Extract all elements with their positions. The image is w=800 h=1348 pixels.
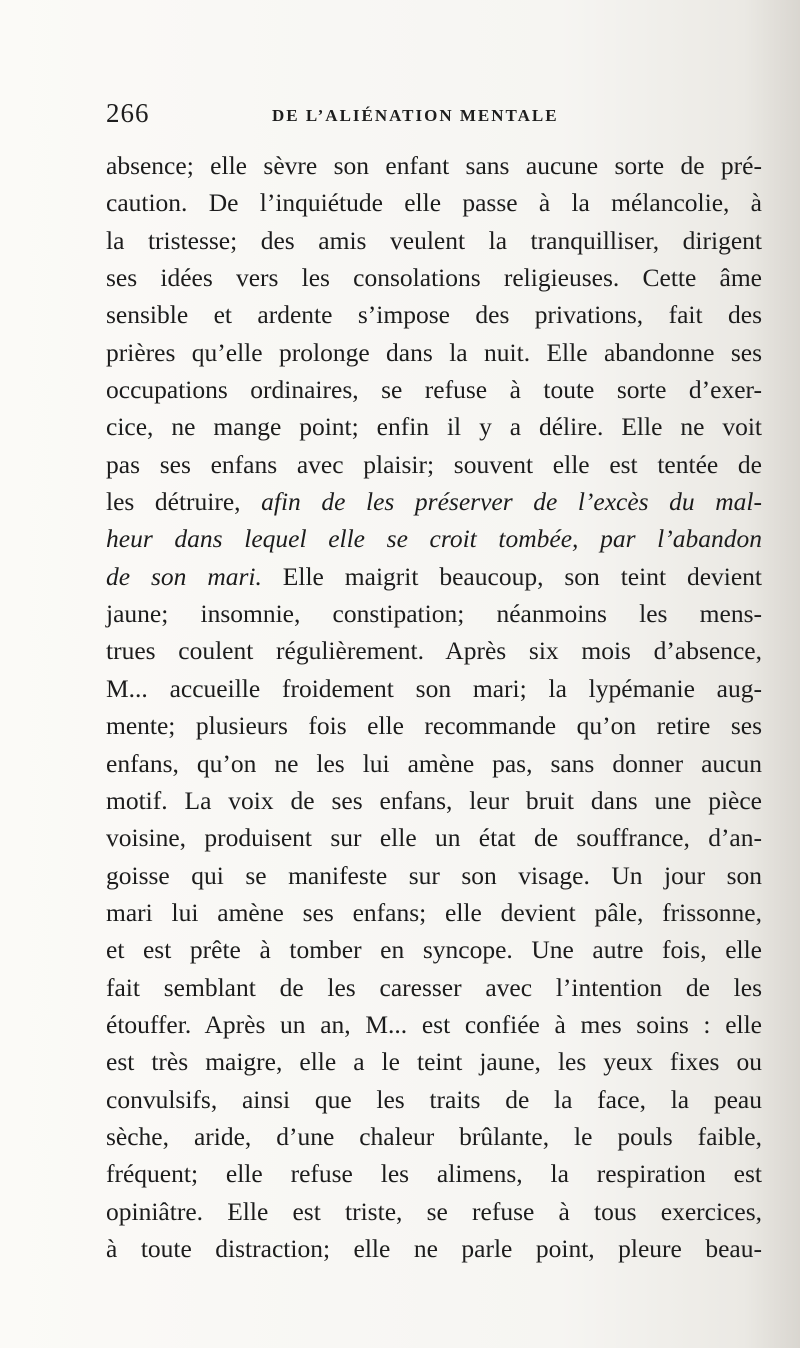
text-line (106, 782, 762, 819)
text-line (106, 408, 762, 445)
text-line (106, 371, 762, 408)
text-line (106, 147, 762, 184)
text-segment: mari lui amène ses enfans; elle devient pâle, frissonne, (106, 897, 762, 927)
text-segment: occupations ordinaires, se refuse à toute sorte d’exer- (106, 375, 762, 405)
text-segment: la tristesse; des amis veulent la tranquilliser, dirigent (106, 225, 762, 255)
text-line (106, 670, 762, 707)
text-line (106, 296, 762, 333)
text-segment: ses idées vers les consolations religieuses. Cette âme (106, 263, 762, 293)
italic-text-segment: afin de les préserver de l’excès du mal- (261, 487, 762, 517)
text-line (106, 745, 762, 782)
text-line (106, 857, 762, 894)
text-segment: opiniâtre. Elle est triste, se refuse à tous exercices, (106, 1196, 762, 1226)
text-line (106, 222, 762, 259)
text-segment: caution. De l’inquiétude elle passe à la mélancolie, à (106, 188, 762, 218)
text-line (106, 632, 762, 669)
text-segment: motif. La voix de ses enfans, leur bruit dans une pièce (106, 785, 762, 815)
running-head: DE L’ALIÉNATION MENTALE (272, 106, 559, 125)
text-line (106, 1230, 762, 1267)
text-segment: jaune; insomnie, constipation; néanmoins les mens- (106, 599, 762, 629)
text-line (106, 446, 762, 483)
text-segment: étouffer. Après un an, M... est confiée à mes soins : elle (106, 1009, 762, 1039)
text-line (106, 969, 762, 1006)
body-text (106, 147, 762, 1267)
text-segment: mente; plusieurs fois elle recommande qu’on retire ses (106, 711, 762, 741)
text-line (106, 1081, 762, 1118)
text-segment: goisse qui se manifeste sur son visage. Un jour son (106, 860, 762, 890)
text-line (106, 1118, 762, 1155)
text-line (106, 1155, 762, 1192)
text-line (106, 558, 762, 595)
text-line (106, 520, 762, 557)
text-segment: est très maigre, elle a le teint jaune, les yeux fixes ou (106, 1047, 762, 1077)
text-segment: et est prête à tomber en syncope. Une autre fois, elle (106, 935, 762, 965)
text-segment: fait semblant de les caresser avec l’intention de les (106, 972, 762, 1002)
text-line (106, 707, 762, 744)
text-line (106, 595, 762, 632)
italic-text-segment: heur dans lequel elle se croit tombée, par l’abandon (106, 524, 762, 554)
text-line (106, 1006, 762, 1043)
text-line (106, 894, 762, 931)
text-segment: cice, ne mange point; enfin il y a délire. Elle ne voit (106, 412, 762, 442)
text-line (106, 259, 762, 296)
text-segment: sensible et ardente s’impose des privations, fait des (106, 300, 762, 330)
text-segment: M... accueille froidement son mari; la lypémanie aug- (106, 673, 762, 703)
text-line (106, 184, 762, 221)
text-segment: enfans, qu’on ne les lui amène pas, sans donner aucun (106, 748, 762, 778)
text-line (106, 931, 762, 968)
text-segment: prières qu’elle prolonge dans la nuit. Elle abandonne ses (106, 337, 762, 367)
text-segment: fréquent; elle refuse les alimens, la respiration est (106, 1159, 762, 1189)
text-segment: convulsifs, ainsi que les traits de la face, la peau (106, 1084, 762, 1114)
text-line (106, 1193, 762, 1230)
text-segment: à toute distraction; elle ne parle point, pleure beau- (106, 1233, 762, 1263)
page-number: 266 (106, 98, 150, 128)
text-line (106, 334, 762, 371)
text-segment: pas ses enfans avec plaisir; souvent elle est tentée de (106, 449, 762, 479)
page-header (106, 98, 762, 138)
text-segment: voisine, produisent sur elle un état de souffrance, d’an- (106, 823, 762, 853)
text-line (106, 483, 762, 520)
text-line (106, 1043, 762, 1080)
italic-text-segment: de son mari. (106, 561, 262, 591)
text-segment: absence; elle sèvre son enfant sans aucune sorte de pré- (106, 151, 762, 180)
text-segment: trues coulent régulièrement. Après six mois d’absence, (106, 636, 762, 666)
text-segment: Elle maigrit beaucoup, son teint devient (261, 561, 763, 591)
text-segment: sèche, aride, d’une chaleur brûlante, le pouls faible, (106, 1121, 762, 1151)
text-line (106, 819, 762, 856)
text-segment: les détruire, (106, 487, 262, 517)
